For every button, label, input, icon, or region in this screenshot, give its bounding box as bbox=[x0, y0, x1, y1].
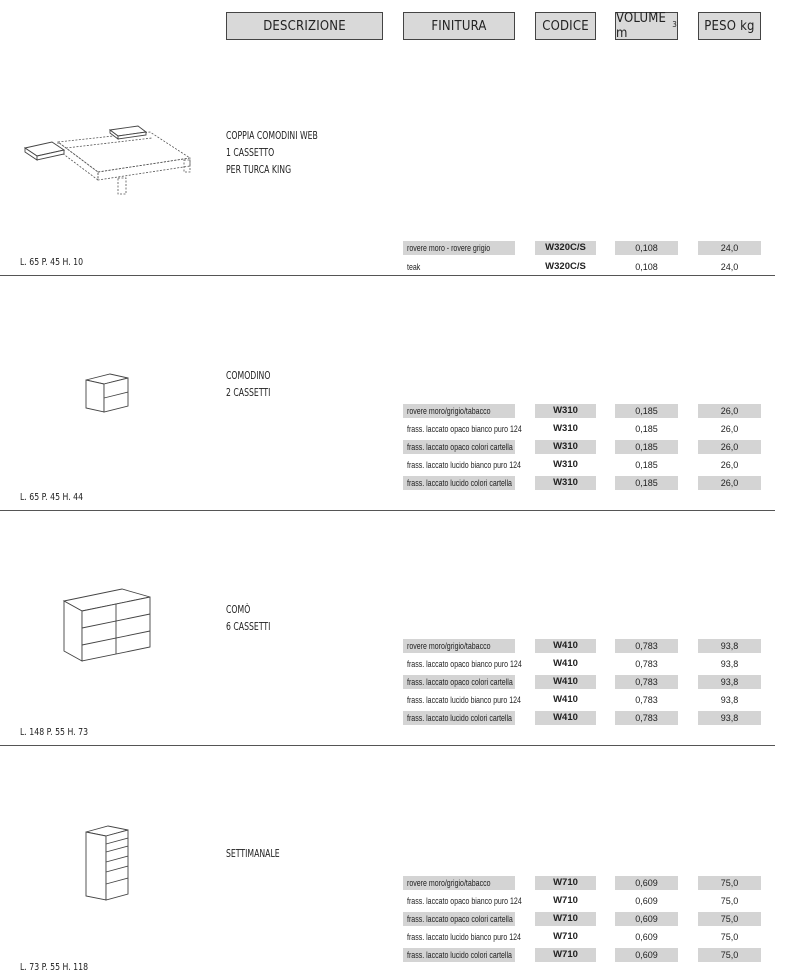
finish-cell: rovere moro/grigio/tabacco bbox=[403, 876, 515, 890]
volume-cell: 0,609 bbox=[635, 932, 658, 942]
product-4-description bbox=[226, 846, 280, 863]
finish-cell: frass. laccato opaco colori cartella bbox=[403, 440, 515, 454]
finish-cell: rovere moro/grigio/tabacco bbox=[403, 404, 515, 418]
volume-cell: 0,609 bbox=[615, 876, 678, 890]
product-1-desc-line-2: 1 CASSETTO bbox=[226, 147, 275, 159]
table-row bbox=[0, 422, 790, 440]
product-1-desc-line-1: COPPIA COMODINI WEB bbox=[226, 130, 318, 142]
finish-cell: frass. laccato lucido bianco puro 124 bbox=[407, 695, 521, 705]
table-row bbox=[0, 657, 790, 675]
volume-cell: 0,185 bbox=[635, 460, 658, 470]
weight-cell: 93,8 bbox=[720, 659, 739, 669]
table-row bbox=[0, 404, 790, 422]
section-divider bbox=[0, 275, 775, 276]
weight-cell: 93,8 bbox=[720, 695, 739, 705]
weight-cell: 75,0 bbox=[720, 932, 739, 942]
volume-cell: 0,108 bbox=[635, 262, 658, 272]
code-cell: W310 bbox=[553, 423, 578, 434]
code-cell: W320C/S bbox=[535, 241, 596, 255]
code-cell: W320C/S bbox=[545, 261, 586, 272]
table-row bbox=[0, 876, 790, 894]
table-row bbox=[0, 476, 790, 494]
finish-cell: frass. laccato opaco colori cartella bbox=[403, 912, 515, 926]
volume-cell: 0,185 bbox=[615, 440, 678, 454]
volume-cell: 0,185 bbox=[635, 424, 658, 434]
finish-cell: frass. laccato lucido bianco puro 124 bbox=[407, 460, 521, 470]
table-row bbox=[0, 639, 790, 657]
product-3-desc-line-2: 6 CASSETTI bbox=[226, 621, 271, 633]
weight-cell: 26,0 bbox=[720, 460, 739, 470]
volume-cell: 0,783 bbox=[615, 639, 678, 653]
weight-cell: 75,0 bbox=[698, 876, 761, 890]
finish-cell: teak bbox=[407, 262, 421, 272]
code-cell: W410 bbox=[553, 658, 578, 669]
product-4-dimensions: L. 73 P. 55 H. 118 bbox=[20, 962, 89, 973]
weight-cell: 26,0 bbox=[698, 440, 761, 454]
product-3-desc-line-1: COMÒ bbox=[226, 604, 251, 616]
bed-with-drawer-icon bbox=[22, 120, 202, 210]
volume-cell: 0,783 bbox=[615, 711, 678, 725]
product-2-desc-line-1: COMODINO bbox=[226, 370, 271, 382]
volume-cell: 0,185 bbox=[615, 404, 678, 418]
section-divider bbox=[0, 510, 775, 511]
finish-cell: rovere moro - rovere grigio bbox=[403, 241, 515, 255]
weight-cell: 75,0 bbox=[698, 948, 761, 962]
volume-cell: 0,609 bbox=[615, 948, 678, 962]
product-3-description bbox=[226, 602, 270, 636]
finish-cell: frass. laccato lucido colori cartella bbox=[403, 711, 515, 725]
code-cell: W310 bbox=[535, 476, 596, 490]
code-cell: W310 bbox=[535, 440, 596, 454]
code-cell: W410 bbox=[535, 675, 596, 689]
product-2-description bbox=[226, 368, 270, 402]
table-row bbox=[0, 711, 790, 729]
header-volume bbox=[615, 12, 678, 40]
table-row bbox=[0, 894, 790, 912]
table-row bbox=[0, 693, 790, 711]
product-4-desc-line-1: SETTIMANALE bbox=[226, 848, 280, 860]
product-2-desc-line-2: 2 CASSETTI bbox=[226, 387, 271, 399]
volume-cell: 0,108 bbox=[615, 241, 678, 255]
code-cell: W710 bbox=[535, 948, 596, 962]
weight-cell: 93,8 bbox=[698, 711, 761, 725]
code-cell: W710 bbox=[553, 931, 578, 942]
product-2-dimensions: L. 65 P. 45 H. 44 bbox=[20, 492, 84, 503]
code-cell: W710 bbox=[535, 912, 596, 926]
weight-cell: 26,0 bbox=[698, 404, 761, 418]
finish-cell: rovere moro/grigio/tabacco bbox=[403, 639, 515, 653]
finish-cell: frass. laccato opaco bianco puro 124 bbox=[407, 659, 522, 669]
header-codice-label: CODICE bbox=[542, 18, 589, 34]
finish-cell: frass. laccato lucido colori cartella bbox=[403, 948, 515, 962]
table-row bbox=[0, 458, 790, 476]
weight-cell: 24,0 bbox=[720, 262, 739, 272]
table-row bbox=[0, 912, 790, 930]
volume-cell: 0,783 bbox=[635, 695, 658, 705]
code-cell: W410 bbox=[553, 694, 578, 705]
weight-cell: 93,8 bbox=[698, 675, 761, 689]
header-descrizione bbox=[226, 12, 383, 40]
header-peso bbox=[698, 12, 761, 40]
weight-cell: 93,8 bbox=[698, 639, 761, 653]
finish-cell: frass. laccato lucido colori cartella bbox=[403, 476, 515, 490]
volume-cell: 0,185 bbox=[615, 476, 678, 490]
header-codice bbox=[535, 12, 596, 40]
volume-cell: 0,609 bbox=[615, 912, 678, 926]
header-finitura bbox=[403, 12, 515, 40]
header-descrizione-label: DESCRIZIONE bbox=[263, 18, 346, 34]
finish-cell: frass. laccato opaco bianco puro 124 bbox=[407, 896, 522, 906]
table-row bbox=[0, 241, 790, 259]
header-finitura-label: FINITURA bbox=[431, 18, 487, 34]
volume-cell: 0,783 bbox=[615, 675, 678, 689]
weight-cell: 75,0 bbox=[698, 912, 761, 926]
volume-cell: 0,609 bbox=[635, 896, 658, 906]
code-cell: W710 bbox=[535, 876, 596, 890]
code-cell: W410 bbox=[535, 711, 596, 725]
product-1-dimensions: L. 65 P. 45 H. 10 bbox=[20, 257, 84, 268]
table-row bbox=[0, 948, 790, 966]
finish-cell: frass. laccato opaco bianco puro 124 bbox=[407, 424, 522, 434]
code-cell: W410 bbox=[535, 639, 596, 653]
section-divider bbox=[0, 745, 775, 746]
product-1-desc-line-3: PER TURCA KING bbox=[226, 164, 292, 176]
table-row bbox=[0, 930, 790, 948]
header-volume-label: VOLUME m bbox=[616, 11, 667, 41]
weight-cell: 26,0 bbox=[698, 476, 761, 490]
code-cell: W310 bbox=[535, 404, 596, 418]
header-peso-label: PESO kg bbox=[704, 18, 755, 34]
product-1-description bbox=[226, 128, 318, 179]
weight-cell: 75,0 bbox=[720, 896, 739, 906]
finish-cell: frass. laccato opaco colori cartella bbox=[403, 675, 515, 689]
product-3-dimensions: L. 148 P. 55 H. 73 bbox=[20, 727, 89, 738]
table-row bbox=[0, 440, 790, 458]
header-volume-sup: 3 bbox=[672, 19, 677, 29]
code-cell: W310 bbox=[553, 459, 578, 470]
weight-cell: 24,0 bbox=[698, 241, 761, 255]
volume-cell: 0,783 bbox=[635, 659, 658, 669]
table-row bbox=[0, 675, 790, 693]
weight-cell: 26,0 bbox=[720, 424, 739, 434]
code-cell: W710 bbox=[553, 895, 578, 906]
finish-cell: frass. laccato lucido bianco puro 124 bbox=[407, 932, 521, 942]
